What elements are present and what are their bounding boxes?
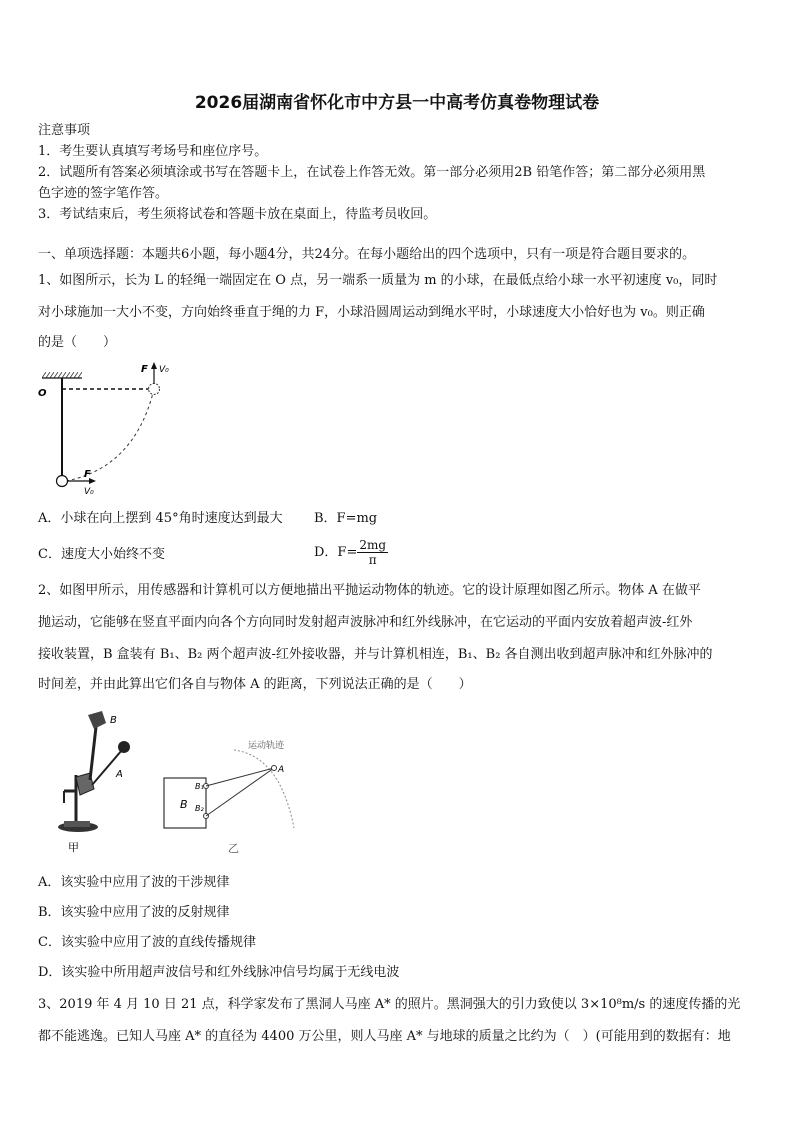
fraction xyxy=(357,538,388,567)
q2-stem-line: 接收装置，B 盒装有 B₁、B₂ 两个超声波-红外接收器，并与计算机相连，B₁、B₂ 各自测出收到超声脉冲和红外脉冲的 xyxy=(38,647,713,662)
label-F-bottom: F xyxy=(84,469,91,480)
q2-stem-line: 时间差，并由此算出它们各自与物体 A 的距离，下列说法正确的是（ ） xyxy=(38,677,472,692)
page-title: 2026届湖南省怀化市中方县一中高考仿真卷物理试卷 xyxy=(194,93,600,113)
notice-item: 2．试题所有答案必须填涂或书写在答题卡上，在试卷上作答无效。第一部分必须用2B 铅笔作答；第二部分必须用黑 xyxy=(38,165,706,180)
point-A xyxy=(272,766,277,771)
fraction-denominator: π xyxy=(368,553,377,567)
q1-option-a: A．小球在向上摆到 45°角时速度达到最大 xyxy=(38,511,283,526)
receiver-arm xyxy=(90,727,96,780)
label-jia: 甲 xyxy=(68,841,79,854)
label-B2: B₂ xyxy=(195,804,204,813)
label-F-top: F xyxy=(141,364,148,375)
section-heading: 一、单项选择题：本题共6小题，每小题4分，共24分。在每小题给出的四个选项中，只有一项是符合题目要求的。 xyxy=(38,247,696,262)
q2-stem-line: 2、如图甲所示，用传感器和计算机可以方便地描出平抛运动物体的轨迹。它的设计原理如图乙所示。物体 A 在做平 xyxy=(38,583,701,598)
notice-item: 1．考生要认真填写考场号和座位序号。 xyxy=(38,144,268,159)
label-yi: 乙 xyxy=(228,842,239,855)
q1-pendulum-figure xyxy=(38,360,188,505)
q1-stem-line: 的是（ ） xyxy=(38,335,117,350)
label-B1: B₁ xyxy=(195,782,204,791)
trajectory-arc xyxy=(234,750,294,828)
notice-item: 3．考试结束后，考生须将试卷和答题卡放在桌面上，待监考员收回。 xyxy=(38,207,437,222)
q1-stem-line: 1、如图所示，长为 L 的轻绳一端固定在 O 点，另一端系一质量为 m 的小球，在最低点给小球一水平初速度 v₀，同时 xyxy=(38,273,718,288)
arrow-up-icon xyxy=(151,362,157,369)
circular-path xyxy=(66,393,153,481)
receiver-B xyxy=(88,711,106,729)
q2-option-b: B．该实验中应用了波的反射规律 xyxy=(38,905,230,920)
label-track: 运动轨迹 xyxy=(248,741,285,751)
notice-item: 色字迹的签字笔作答。 xyxy=(38,186,169,201)
q2-principle-figure xyxy=(158,732,308,857)
ceiling-hatch xyxy=(42,372,82,378)
ball-bottom xyxy=(57,476,68,487)
label-V0-top: V₀ xyxy=(159,365,169,375)
label-B: B xyxy=(110,715,117,726)
q2-option-c: C．该实验中应用了波的直线传播规律 xyxy=(38,935,256,950)
q1-stem-line: 对小球施加一大小不变，方向始终垂直于绳的力 F，小球沿圆周运动到绳水平时，小球速度大小恰好也为 v₀。则正确 xyxy=(38,305,705,320)
label-O: O xyxy=(38,388,47,399)
q1-option-d xyxy=(314,536,388,570)
q2-apparatus-figure xyxy=(50,705,160,855)
q1-option-b: B．F=mg xyxy=(314,511,378,526)
ball-top xyxy=(149,384,160,395)
label-V0-bottom: V₀ xyxy=(84,487,94,497)
q3-stem-line: 都不能逃逸。已知人马座 A* 的直径为 4400 万公里，则人马座 A* 与地球的质量之比约为（ ）(可能用到的数据有：地 xyxy=(38,1029,731,1044)
label-box-B: B xyxy=(180,798,188,811)
label-A: A xyxy=(116,769,123,780)
q2-option-d: D．该实验中所用超声波信号和红外线脉冲信号均属于无线电波 xyxy=(38,965,400,980)
q2-stem-line: 抛运动，它能够在竖直平面内向各个方向同时发射超声波脉冲和红外线脉冲，在它运动的平面内安放着超声波-红外 xyxy=(38,615,693,630)
q1-option-d-prefix: D．F= xyxy=(314,545,358,560)
notice-heading: 注意事项 xyxy=(38,123,91,138)
q1-option-c: C．速度大小始终不变 xyxy=(38,547,165,562)
label-A2: A xyxy=(278,765,285,775)
object-A xyxy=(118,741,130,753)
fraction-numerator: 2mg xyxy=(359,538,387,552)
q3-stem-line: 3、2019 年 4 月 10 日 21 点，科学家发布了黑洞人马座 A* 的照片。黑洞强大的引力致使以 3×10⁸m/s 的速度传播的光 xyxy=(38,997,741,1012)
q2-option-a: A．该实验中应用了波的干涉规律 xyxy=(38,875,230,890)
